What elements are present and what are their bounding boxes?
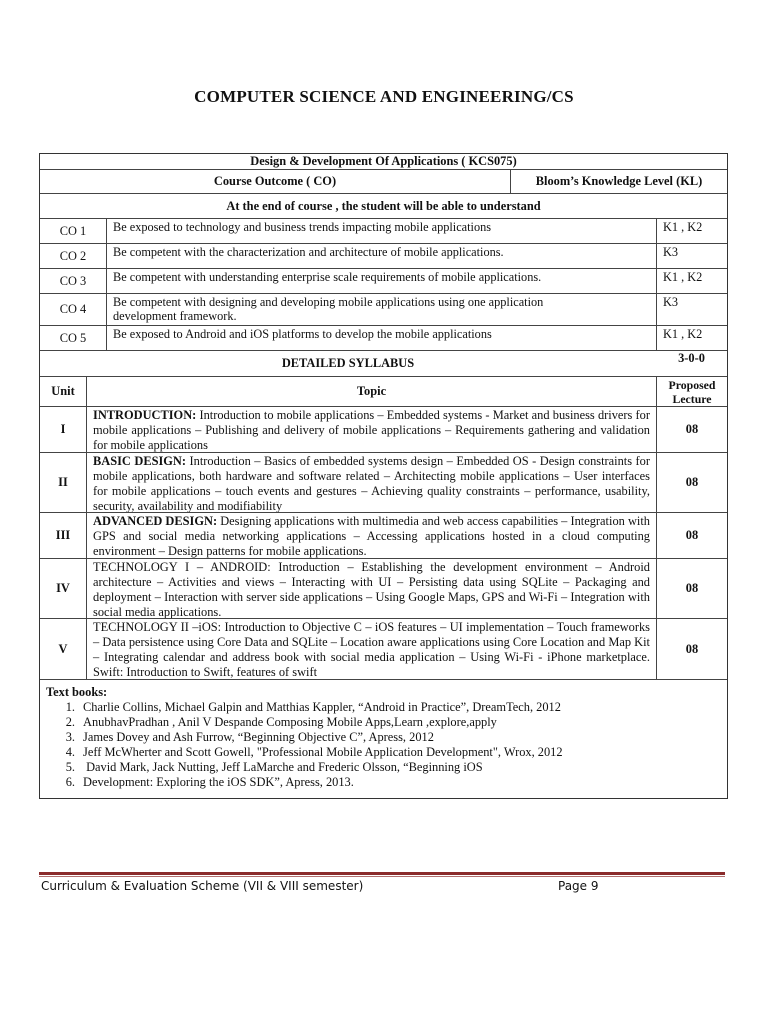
unit-topic-text: TECHNOLOGY I – ANDROID: Introduction – Establishing the development environment – Android architecture – Activities and views – Interacting with UI – Persisting data using SQLite – Packaging and deployment – Interaction with server side applications – Using Google Maps, GPS and Wi-Fi – Integration with social media applications. bbox=[93, 560, 650, 618]
topic-header: Topic bbox=[86, 377, 656, 406]
unit-topic bbox=[86, 453, 656, 512]
unit-row bbox=[40, 513, 727, 559]
unit-row bbox=[40, 619, 727, 680]
textbook-item bbox=[46, 760, 727, 775]
syllabus-heading-row bbox=[40, 351, 727, 377]
unit-number: I bbox=[60, 422, 66, 436]
co-kl: K3 bbox=[656, 244, 727, 268]
co-description: Be competent with designing and developing mobile applications using one application development framework. bbox=[106, 294, 656, 325]
footer-curriculum-text: Curriculum & Evaluation Scheme (VII & VIII semester) bbox=[41, 879, 364, 893]
textbook-text: David Mark, Jack Nutting, Jeff LaMarche and Frederic Olsson, “Beginning iOS bbox=[83, 760, 483, 774]
unit-lectures: 08 bbox=[656, 619, 727, 679]
unit-row bbox=[40, 453, 727, 513]
footer-rule-thin bbox=[39, 876, 725, 877]
unit-number: III bbox=[55, 528, 71, 542]
unit-topic-lead: BASIC DESIGN: bbox=[93, 454, 187, 468]
ltp: 3-0-0 bbox=[678, 351, 705, 365]
textbook-number: 3. bbox=[65, 730, 75, 744]
co-row bbox=[40, 269, 727, 294]
lecture-header: Proposed Lecture bbox=[656, 377, 727, 406]
course-title-text: Design & Development Of Applications ( KCS075) bbox=[250, 154, 517, 168]
unit-row bbox=[40, 407, 727, 453]
textbook-text: James Dovey and Ash Furrow, “Beginning Objective C”, Apress, 2012 bbox=[83, 730, 434, 744]
page-number: Page 9 bbox=[558, 879, 599, 893]
unit-topic bbox=[86, 407, 656, 452]
unit-topic-text: TECHNOLOGY II –iOS: Introduction to Objective C – iOS features – UI implementation – Touch frameworks – Data persistence using Core Data and SQLite – Location aware applications using Core Location and Map Kit – Integrating calendar and address book with social media application – Using Wi-Fi - iPhone marketplace. Swift: Introduction to Swift, features of swift bbox=[93, 620, 650, 679]
textbook-number: 2. bbox=[65, 715, 75, 729]
co-kl: K1 , K2 bbox=[656, 269, 727, 293]
syllabus-heading: DETAILED SYLLABUS bbox=[281, 356, 415, 370]
unit-topic bbox=[86, 559, 656, 618]
co-id: CO 2 bbox=[59, 248, 87, 263]
intro-row bbox=[40, 194, 727, 219]
co-header-row bbox=[40, 170, 727, 194]
page-title: COMPUTER SCIENCE AND ENGINEERING/CS bbox=[194, 87, 574, 106]
textbooks-heading: Text books: bbox=[46, 685, 108, 699]
co-row bbox=[40, 326, 727, 351]
textbook-number: 1. bbox=[65, 700, 75, 714]
textbooks-section bbox=[40, 683, 727, 790]
unit-number: V bbox=[58, 641, 68, 656]
unit-topic-lead: INTRODUCTION: bbox=[93, 408, 197, 422]
textbook-item bbox=[46, 730, 727, 745]
textbook-text: Development: Exploring the iOS SDK”, Apress, 2013. bbox=[83, 775, 354, 789]
footer-rule bbox=[39, 872, 725, 875]
unit-topic bbox=[86, 619, 656, 679]
unit-topic-text: Designing applications with multimedia and web access capabilities – Integration with GPS and social media networking applications – Accessing applications hosted in a cloud computing environment – Design patterns for mobile applications. bbox=[93, 514, 650, 558]
unit-header: Unit bbox=[51, 384, 75, 398]
textbook-item bbox=[46, 715, 727, 730]
textbook-item bbox=[46, 745, 727, 760]
co-description: Be exposed to Android and iOS platforms to develop the mobile applications bbox=[106, 326, 656, 350]
unit-topic-lead: ADVANCED DESIGN: bbox=[93, 514, 218, 528]
co-id: CO 4 bbox=[59, 302, 87, 316]
co-id: CO 5 bbox=[59, 330, 87, 345]
co-description: Be exposed to technology and business trends impacting mobile applications bbox=[106, 219, 656, 243]
co-kl: K3 bbox=[656, 294, 727, 325]
co-row bbox=[40, 244, 727, 269]
unit-row bbox=[40, 559, 727, 619]
units-header-row bbox=[40, 377, 727, 407]
co-row bbox=[40, 219, 727, 244]
syllabus-table bbox=[39, 153, 728, 799]
co-header: Course Outcome ( CO) bbox=[213, 174, 337, 188]
co-id: CO 3 bbox=[59, 273, 87, 288]
textbook-item bbox=[46, 700, 727, 715]
unit-lectures: 08 bbox=[656, 453, 727, 512]
co-kl: K1 , K2 bbox=[656, 326, 727, 350]
unit-number: II bbox=[58, 475, 68, 489]
unit-lectures: 08 bbox=[656, 559, 727, 618]
unit-number: IV bbox=[56, 581, 70, 595]
textbook-number: 5. bbox=[65, 760, 75, 774]
co-kl: K1 , K2 bbox=[656, 219, 727, 243]
co-description: Be competent with understanding enterprise scale requirements of mobile applications. bbox=[106, 269, 656, 293]
textbook-text: Jeff McWherter and Scott Gowell, "Professional Mobile Application Development", Wrox, 2012 bbox=[83, 745, 563, 759]
unit-topic-text: Introduction to mobile applications – Embedded systems - Market and business drivers for mobile applications – Publishing and delivery of mobile applications – Requirements gathering and validation for mobile applications bbox=[93, 408, 650, 452]
course-title bbox=[40, 154, 727, 170]
textbook-text: AnubhavPradhan , Anil V Despande Composing Mobile Apps,Learn ,explore,apply bbox=[83, 715, 497, 729]
unit-lectures: 08 bbox=[656, 407, 727, 452]
textbook-text: Charlie Collins, Michael Galpin and Matthias Kappler, “Android in Practice”, DreamTech, 2012 bbox=[83, 700, 561, 714]
textbook-number: 4. bbox=[65, 745, 75, 759]
co-id: CO 1 bbox=[59, 223, 87, 238]
unit-lectures: 08 bbox=[656, 513, 727, 558]
co-row bbox=[40, 294, 727, 326]
unit-topic-text: Introduction – Basics of embedded systems design – Embedded OS - Design constraints for mobile applications, both hardware and software related – Architecting mobile applications – User interfaces for mobile applications – touch events and gestures – Achieving quality constraints – performance, usability, security, availability and modifiability bbox=[93, 454, 651, 512]
co-description: Be competent with the characterization and architecture of mobile applications. bbox=[106, 244, 656, 268]
textbooks-list bbox=[46, 700, 727, 790]
textbook-number: 6. bbox=[65, 775, 75, 789]
textbook-item bbox=[46, 775, 727, 790]
kl-header: Bloom’s Knowledge Level (KL) bbox=[510, 170, 727, 193]
intro-text: At the end of course , the student will be able to understand bbox=[226, 198, 541, 213]
unit-topic bbox=[86, 513, 656, 558]
